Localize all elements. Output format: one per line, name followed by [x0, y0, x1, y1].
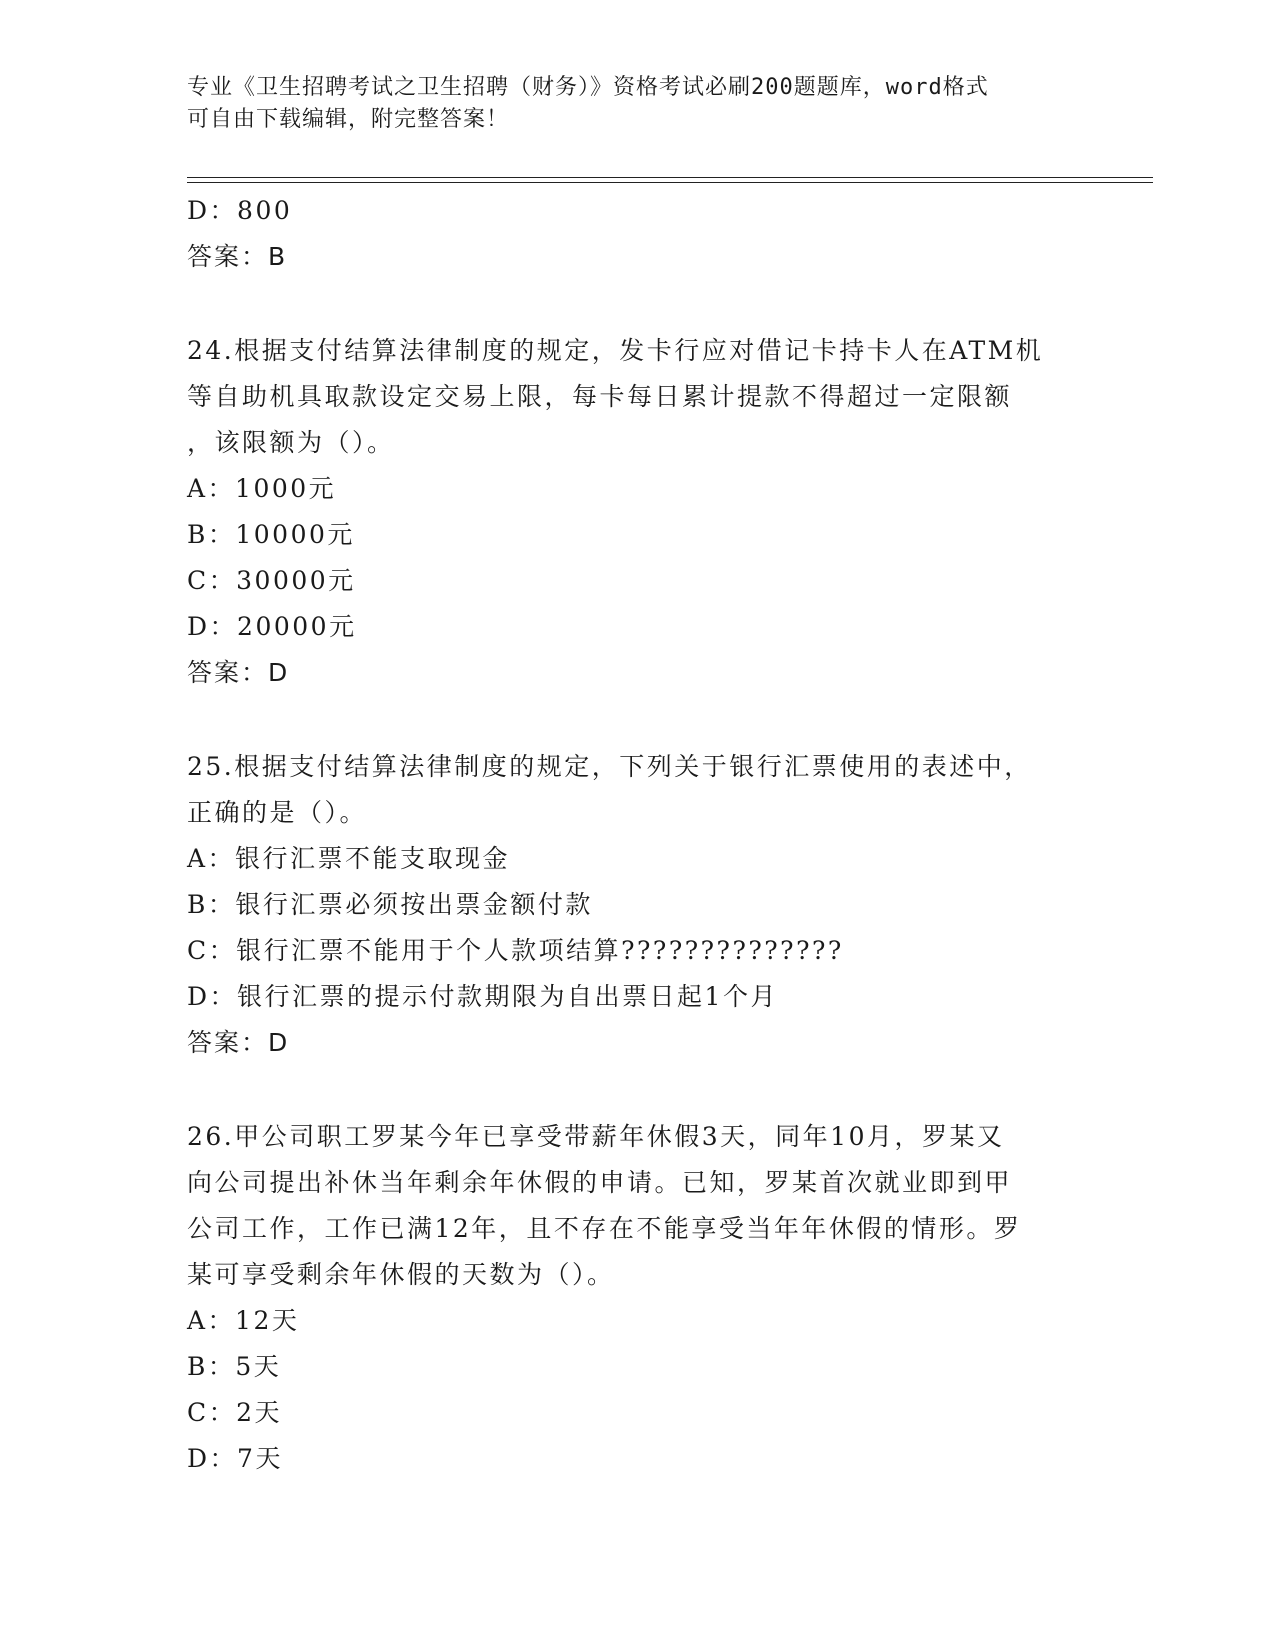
- question-text: 某可享受剩余年休假的天数为（）。: [187, 1260, 615, 1289]
- option-c: C：银行汇票不能用于个人款项结算??????????????: [187, 936, 844, 965]
- spacer: [187, 1066, 1087, 1114]
- option-d: D：银行汇票的提示付款期限为自出票日起1个月: [187, 982, 778, 1011]
- question-text: 公司工作，工作已满12年，且不存在不能享受当年年休假的情形。罗: [187, 1214, 1022, 1243]
- header-line-1: 专业《卫生招聘考试之卫生招聘（财务）》资格考试必刷200题题库，word格式: [187, 75, 989, 100]
- spacer: [187, 280, 1087, 328]
- option-a: A：银行汇票不能支取现金: [187, 844, 511, 873]
- header-line-2: 可自由下载编辑，附完整答案！: [187, 107, 510, 132]
- question-26: [187, 1114, 1087, 1482]
- option-d: D：800: [187, 196, 293, 225]
- option-d: D：20000元: [187, 612, 357, 641]
- question-text: 正确的是（）。: [187, 798, 368, 827]
- question-content: [187, 188, 1087, 1482]
- header-rule-top: [187, 177, 1153, 178]
- question-text: 等自助机具取款设定交易上限，每卡每日累计提款不得超过一定限额: [187, 382, 1013, 411]
- question-25: [187, 744, 1087, 1066]
- question-text: 向公司提出补休当年剩余年休假的申请。已知，罗某首次就业即到甲: [187, 1168, 1013, 1197]
- spacer: [187, 696, 1087, 744]
- question-text: ，该限额为（）。: [187, 428, 395, 457]
- answer-line: 答案：B: [187, 242, 288, 271]
- option-b: B：5天: [187, 1352, 282, 1381]
- question-text: 24.根据支付结算法律制度的规定，发卡行应对借记卡持卡人在ATM机: [187, 336, 1044, 365]
- document-header: [187, 72, 1067, 136]
- option-a: A：12天: [187, 1306, 300, 1335]
- option-c: C：2天: [187, 1398, 283, 1427]
- option-b: B：10000元: [187, 520, 355, 549]
- answer-line: 答案：D: [187, 658, 290, 687]
- answer-line: 答案：D: [187, 1028, 290, 1057]
- option-d: D：7天: [187, 1444, 283, 1473]
- question-text: 26.甲公司职工罗某今年已享受带薪年休假3天，同年10月，罗某又: [187, 1122, 1005, 1151]
- header-rule-bottom: [187, 182, 1153, 183]
- question-24: [187, 328, 1087, 696]
- option-a: A：1000元: [187, 474, 337, 503]
- question-text: 25.根据支付结算法律制度的规定，下列关于银行汇票使用的表述中，: [187, 752, 1032, 781]
- option-b: B：银行汇票必须按出票金额付款: [187, 890, 593, 919]
- option-c: C：30000元: [187, 566, 356, 595]
